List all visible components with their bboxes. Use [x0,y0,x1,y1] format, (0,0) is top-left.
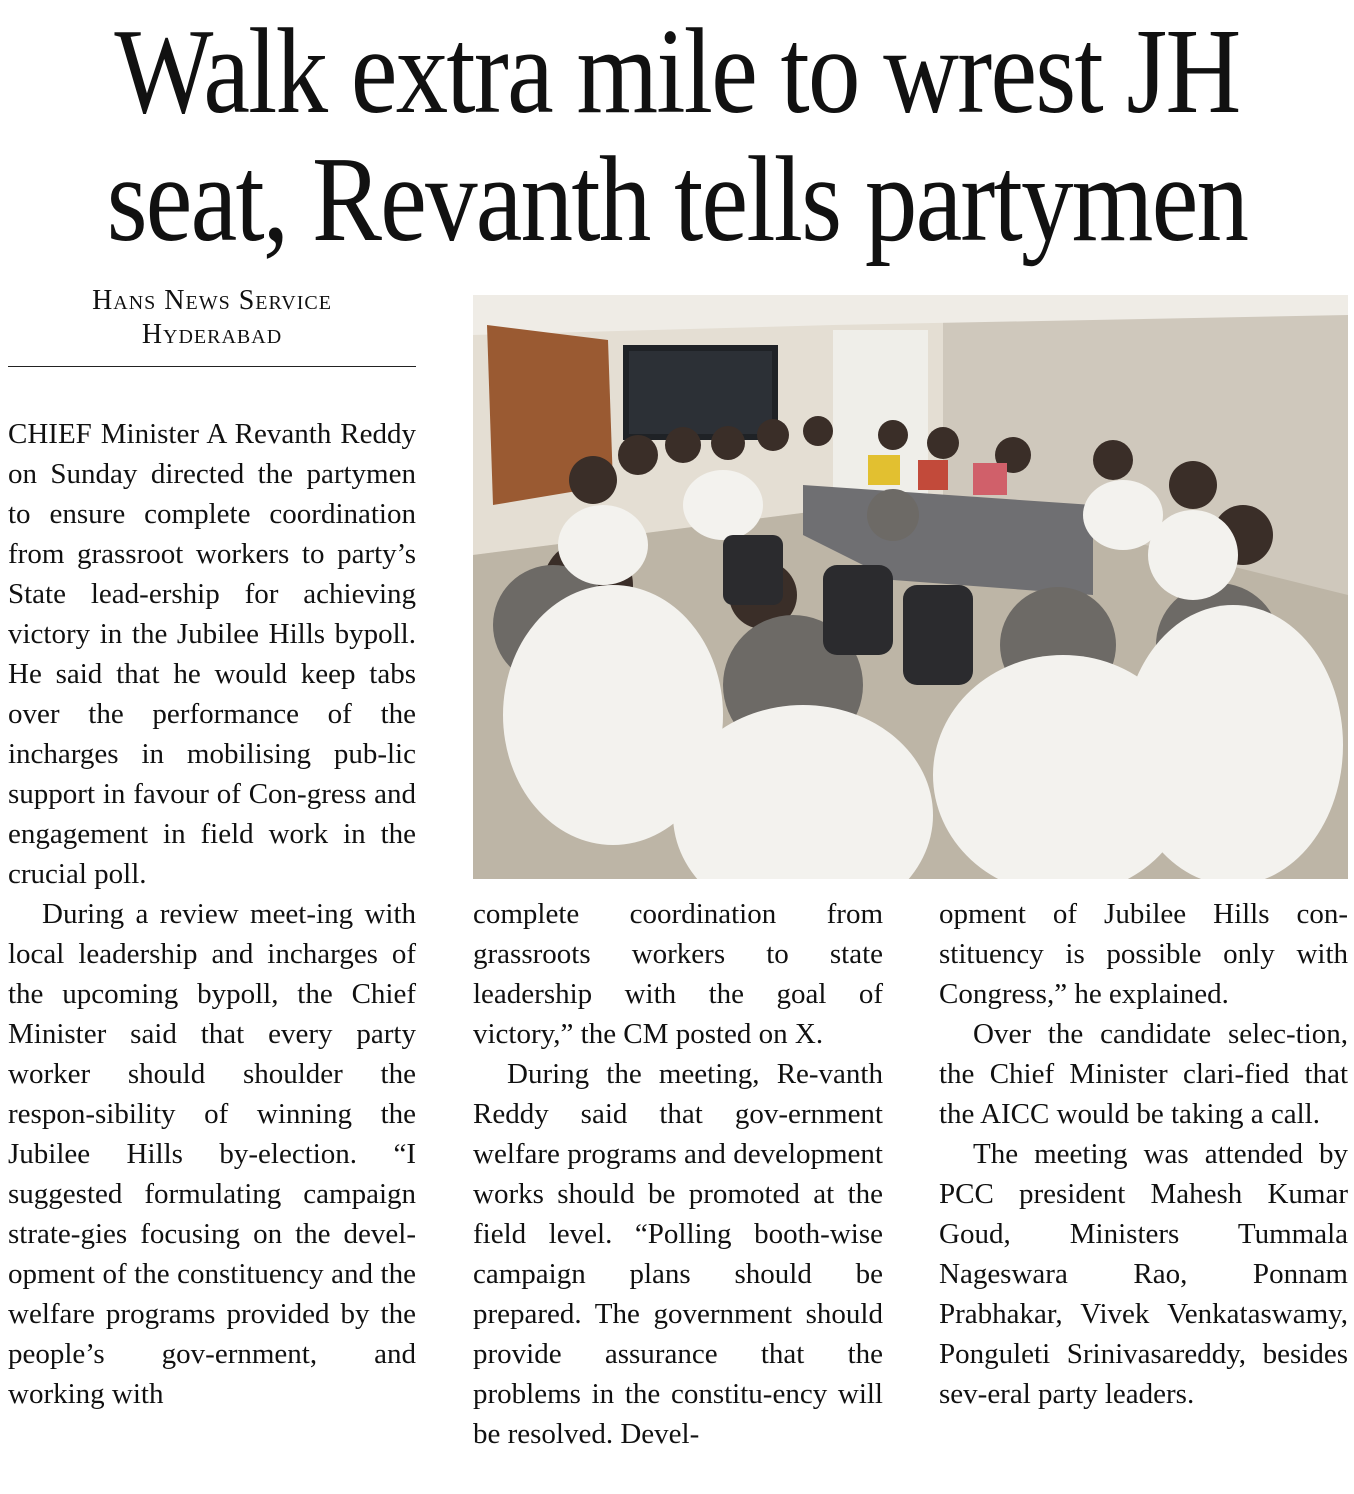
paragraph: Over the candidate selec-tion, the Chief Minister clari-fied that the AICC would be taking a call. [939,1018,1348,1130]
paragraph: complete coordination from grassroots workers to state leadership with the goal of victory,” the CM posted on X. [473,898,883,1050]
article-column-3 [939,894,1348,1414]
byline-agency: Hans News Service [92,285,332,316]
headline [105,4,1249,267]
paragraph: CHIEF Minister A Revanth Reddy on Sunday directed the partymen to ensure complete coordination from grassroot workers to party’s State lead-ership for achieving victory in the Jubilee Hills bypoll. He said that he would keep tabs over the performance of the incharges in mobilising pub-lic support in favour of Con-gress and engagement in field work in the crucial poll. [8,418,416,890]
article-column-2 [473,894,883,1454]
byline-city: Hyderabad [141,319,283,350]
meeting-photo-illustration [473,295,1348,879]
paragraph: During the meeting, Re-vanth Reddy said that gov-ernment welfare programs and development works should be promoted at the field level. “Polling booth-wise campaign plans should be prepared. The government should provide assurance that the problems in the constitu-ency will be resolved. Devel- [473,1058,883,1450]
paragraph: The meeting was attended by PCC president Mahesh Kumar Goud, Ministers Tummala Nageswara Rao, Ponnam Prabhakar, Vivek Venkataswamy, Ponguleti Srinivasareddy, besides sev-eral party leaders. [939,1138,1348,1410]
paragraph: opment of Jubilee Hills con-stituency is possible only with Congress,” he explained. [939,898,1348,1010]
article-column-1 [8,414,416,1414]
meeting-photo [473,295,1348,879]
byline-divider [8,366,416,367]
headline-line-1: Walk extra mile to wrest JH [114,4,1240,139]
paragraph: During a review meet-ing with local leadership and incharges of the upcoming bypoll, the Chief Minister said that every party worker should shoulder the respon-sibility of winning the Jubilee Hills by-election. “I suggested formulating campaign strate-gies focusing on the devel-opment of the constituency and the welfare programs provided by the people’s gov-ernment, and working with [8,898,416,1410]
headline-line-2: seat, Revanth tells partymen [106,132,1248,267]
byline [8,284,416,352]
